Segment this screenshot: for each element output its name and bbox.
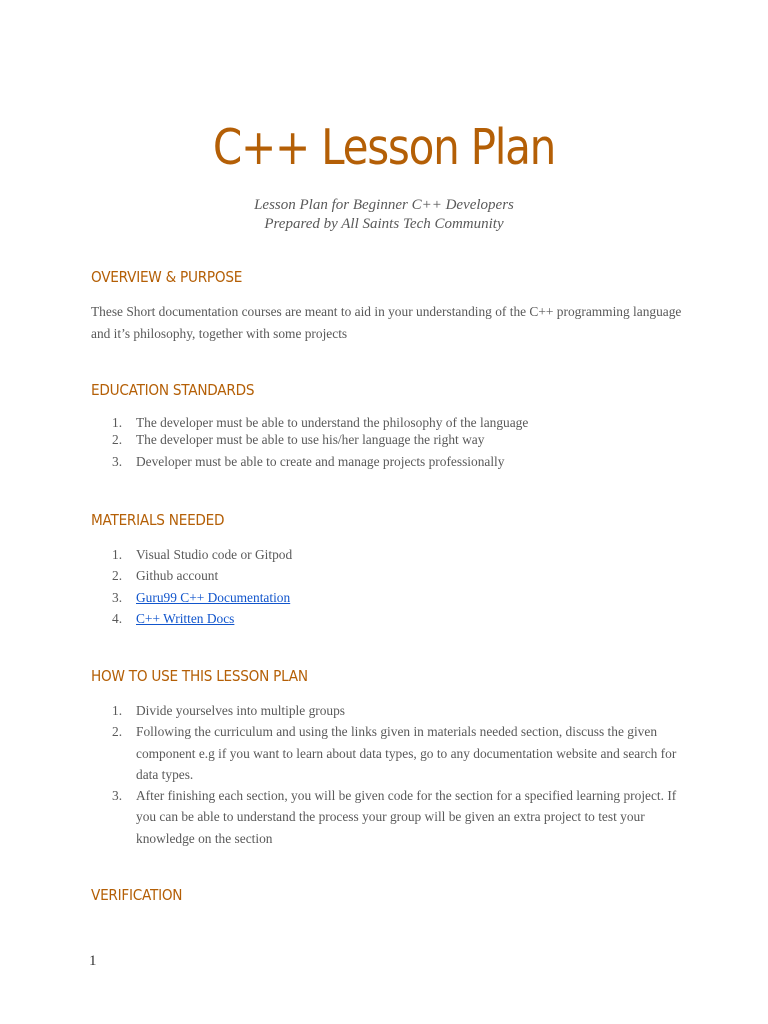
list-item xyxy=(91,608,691,629)
list-item-text: Following the curriculum and using the links given in materials needed section, discuss the given component e.g if you want to learn about data types, go to any documentation website and search for data types. xyxy=(136,724,677,782)
list-item-number: 2. xyxy=(112,724,123,740)
list-item xyxy=(91,453,691,470)
list-item-number: 2. xyxy=(112,432,123,447)
list-item xyxy=(91,544,691,565)
list-item xyxy=(91,587,691,608)
overview-paragraph: These Short documentation courses are meant to aid in your understanding of the C++ programming language and it’s philosophy, together with some projects xyxy=(91,304,682,341)
subtitle-line-1: Lesson Plan for Beginner C++ Developers xyxy=(254,197,514,213)
list-item-number: 3. xyxy=(112,454,123,469)
list-item xyxy=(91,785,681,849)
document-title: C++ Lesson Plan xyxy=(212,119,556,176)
list-item xyxy=(91,414,691,431)
list-item-text: The developer must be able to understand the philosophy of the language xyxy=(136,415,529,430)
list-item xyxy=(91,431,691,448)
list-item-number: 4. xyxy=(112,610,123,626)
verification-heading: VERIFICATION xyxy=(91,886,183,904)
cpp-written-docs-link[interactable]: C++ Written Docs xyxy=(136,610,235,626)
list-item-text: Divide yourselves into multiple groups xyxy=(136,703,346,718)
list-item-text: After finishing each section, you will be given code for the section for a specified learning project. If you can be able to understand the process your group will be given an extra project to test your knowledge on the section xyxy=(136,788,677,846)
list-item-number: 1. xyxy=(112,415,123,430)
list-item-text: The developer must be able to use his/her language the right way xyxy=(136,432,485,447)
list-item xyxy=(91,721,681,785)
list-item-text: Developer must be able to create and manage projects professionally xyxy=(136,454,505,469)
subtitle-line-2: Prepared by All Saints Tech Community xyxy=(264,216,504,232)
list-item xyxy=(91,565,691,586)
list-item-text: Visual Studio code or Gitpod xyxy=(136,547,293,562)
list-item-number: 1. xyxy=(112,547,123,562)
education-standards-heading: EDUCATION STANDARDS xyxy=(91,381,255,399)
materials-heading: MATERIALS NEEDED xyxy=(91,511,225,529)
how-to-use-heading: HOW TO USE THIS LESSON PLAN xyxy=(91,667,308,685)
materials-list xyxy=(91,544,691,629)
list-item-number: 1. xyxy=(112,703,123,718)
list-item-text: Github account xyxy=(136,568,219,584)
list-item-number: 3. xyxy=(112,788,123,804)
list-item xyxy=(91,700,681,721)
guru99-docs-link[interactable]: Guru99 C++ Documentation xyxy=(136,589,291,605)
list-item-number: 3. xyxy=(112,589,123,605)
page-number: 1 xyxy=(89,953,97,969)
overview-heading: OVERVIEW & PURPOSE xyxy=(91,268,243,286)
how-to-use-list xyxy=(91,700,681,849)
list-item-number: 2. xyxy=(112,568,123,584)
education-standards-list xyxy=(91,414,691,470)
